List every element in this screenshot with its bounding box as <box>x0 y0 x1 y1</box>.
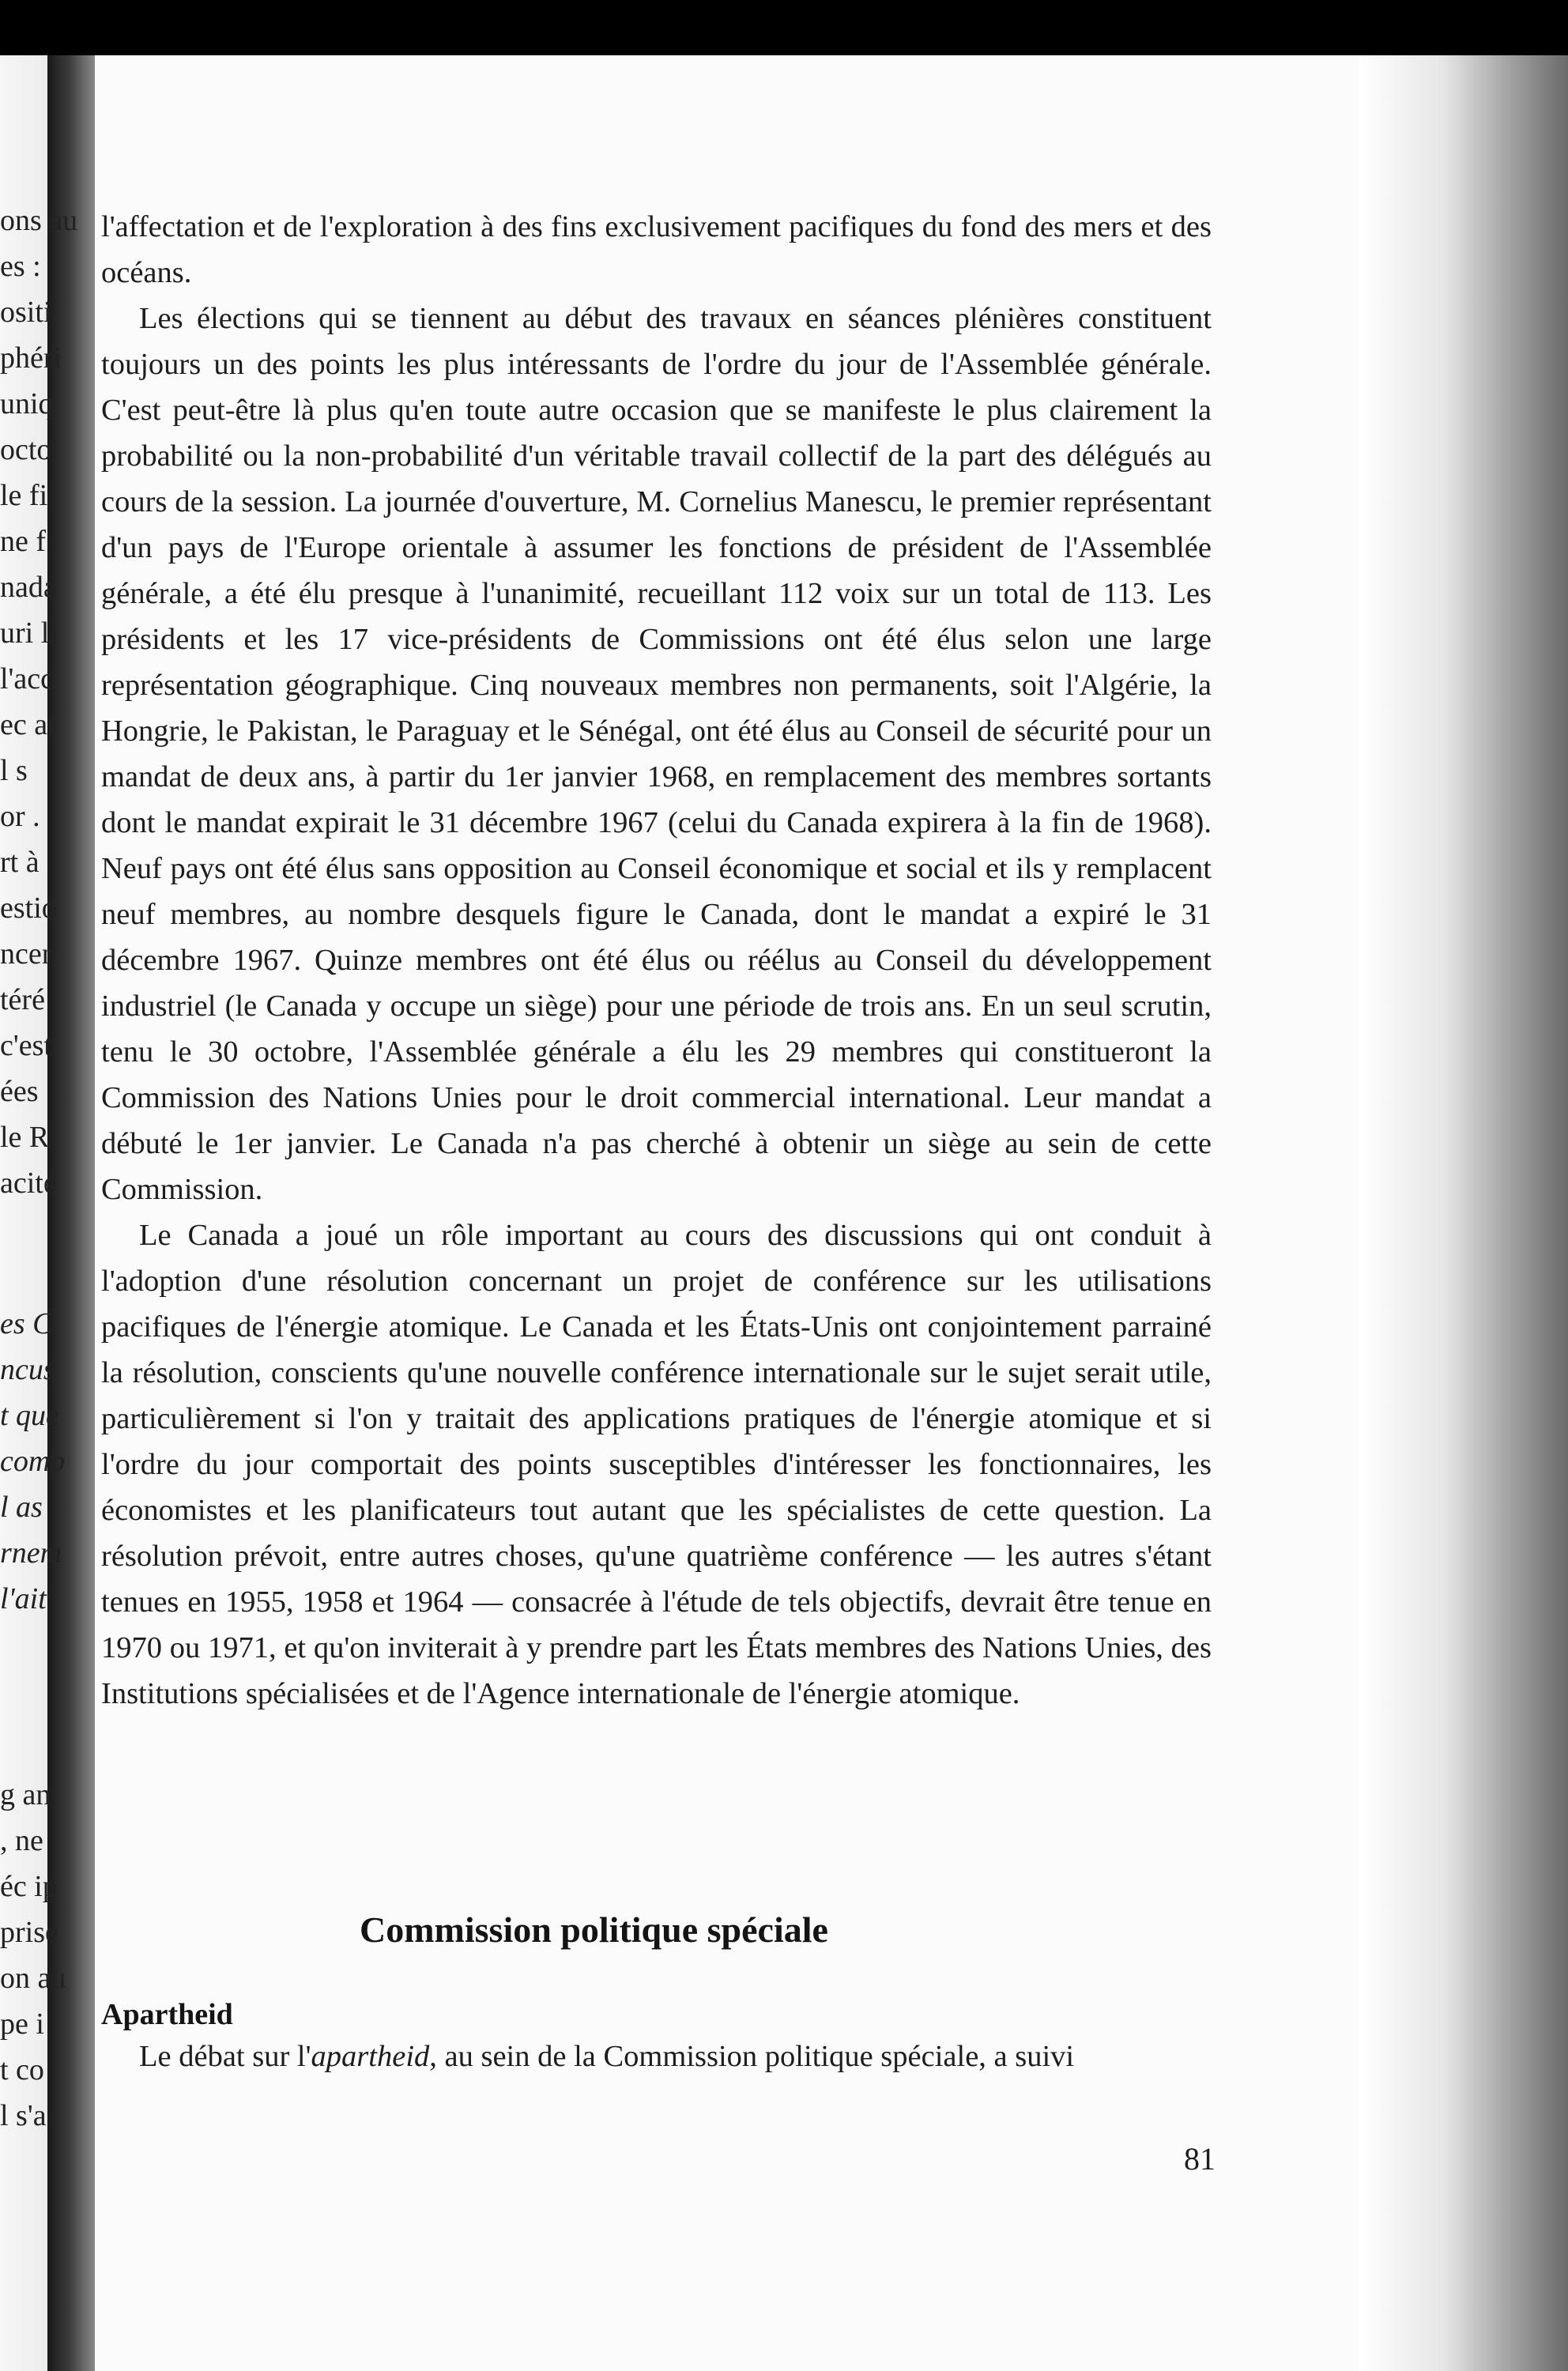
paragraph: Les élections qui se tiennent au début des travaux en séances plénières constituent toujours un des points les plus intéressants de l'ordre du jour de l'Assemblée générale. C'est peut-être là plus qu'en toute autre occasion que se manifeste le plus clairement la probabilité ou la non-probabilité d'un véritable travail collectif de la part des délégués au cours de la session. La journée d'ouverture, M. Cornelius Manescu, le premier représentant d'un pays de l'Europe orientale à assumer les fonctions de président de l'Assemblée générale, a été élu presque à l'unanimité, recueillant 112 voix sur un total de 113. Les présidents et les 17 vice-présidents de Commissions ont été élus selon une large représentation géographique. Cinq nouveaux membres non permanents, soit l'Algérie, la Hongrie, le Pakistan, le Paraguay et le Sénégal, ont été élus au Conseil de sécurité pour un mandat de deux ans, à partir du 1er janvier 1968, en remplacement des membres sortants dont le mandat expirait le 31 décembre 1967 (celui du Canada expirera à la fin de 1968). Neuf pays ont été élus sans opposition au Conseil économique et social et ils y remplacent neuf membres, au nombre desquels figure le Canada, dont le mandat a expiré le 31 décembre 1967. Quinze membres ont été élus ou réélus au Conseil du développement industriel (le Canada y occupe un siège) pour une période de trois ans. En un seul scrutin, tenu le 30 octobre, l'Assemblée générale a élu les 29 membres qui constitueront la Commission des Nations Unies pour le droit commercial international. Leur mandat a débuté le 1er janvier. Le Canada n'a pas cherché à obtenir un siège au sein de cette Commission. <box>101 302 1212 1206</box>
fragment-gap <box>0 1622 91 1772</box>
closing-line-suffix: , au sein de la Commission politique spéciale, a suivi <box>429 2040 1075 2073</box>
fragment: prise <box>0 1916 58 1949</box>
fragment: le R <box>0 1121 50 1154</box>
fragment: estio <box>0 891 57 925</box>
fragment: acité <box>0 1167 57 1200</box>
fragment: comp <box>0 1445 66 1478</box>
closing-line-prefix: Le débat sur l' <box>139 2040 311 2073</box>
fragment: l s <box>0 754 28 787</box>
closing-line-emphasis: apartheid <box>311 2040 430 2073</box>
fragment: téré <box>0 983 45 1016</box>
closing-line <box>139 2039 1212 2074</box>
facing-page-fragments <box>0 198 91 2132</box>
fragment: phéri <box>0 341 62 375</box>
section-heading: Commission politique spéciale <box>360 1909 828 1950</box>
body-text <box>101 204 1212 1717</box>
fragment: g an <box>0 1778 51 1811</box>
fragment: , ne <box>0 1824 43 1857</box>
fragment: ncen <box>0 937 57 971</box>
fragment: rnem <box>0 1536 62 1570</box>
page-right-shadow <box>1359 55 1568 2371</box>
fragment: ncus <box>0 1353 55 1386</box>
fragment: on au <box>0 1962 66 1995</box>
page-number: 81 <box>1184 2141 1216 2177</box>
fragment: uri li <box>0 616 58 650</box>
scan-top-border <box>0 0 1568 55</box>
subheading: Apartheid <box>101 1998 233 2031</box>
fragment: le fi <box>0 479 48 512</box>
fragment: es C <box>0 1307 53 1340</box>
fragment: c'est <box>0 1029 52 1062</box>
fragment: l as <box>0 1491 43 1524</box>
fragment: octo <box>0 433 52 466</box>
fragment: ées <box>0 1075 39 1108</box>
fragment: es : <box>0 250 41 283</box>
fragment: pe i <box>0 2007 44 2041</box>
fragment: l'acc <box>0 662 55 695</box>
fragment: ons au <box>0 204 78 237</box>
fragment: ne f <box>0 525 47 558</box>
fragment: t co <box>0 2053 44 2086</box>
fragment-gap <box>0 1206 91 1301</box>
fragment: t que <box>0 1399 59 1432</box>
paragraph: Le Canada a joué un rôle important au cours des discussions qui ont conduit à l'adoption d'une résolution concernant un projet de conférence sur les utilisations pacifiques de l'énergie atomique. Le Canada et les États-Unis ont conjointement parrainé la résolution, conscients qu'une nouvelle conférence internationale sur le sujet serait utile, particulièrement si l'on y traitait des applications pratiques de l'énergie atomique et si l'ordre du jour comportait des points susceptibles d'intéresser les fonctionnaires, les économistes et les planificateurs tout autant que les spécialistes de cette question. La résolution prévoit, entre autres choses, qu'une quatrième conférence — les autres s'étant tenues en 1955, 1958 et 1964 — consacrée à l'étude de tels objectifs, devrait être tenue en 1970 ou 1971, et qu'on inviterait à y prendre part les États membres des Nations Unies, des Institutions spécialisées et de l'Agence internationale de l'énergie atomique. <box>101 1219 1212 1710</box>
fragment: l s'a <box>0 2099 47 2132</box>
fragment: éc ip <box>0 1870 58 1903</box>
fragment: nada <box>0 571 57 604</box>
fragment: l'ait <box>0 1582 47 1615</box>
fragment: uniq <box>0 387 54 420</box>
fragment: ositi <box>0 296 52 329</box>
fragment: ec at <box>0 708 56 741</box>
fragment: or . <box>0 800 40 833</box>
fragment: rt à <box>0 846 40 879</box>
paragraph: l'affectation et de l'exploration à des fins exclusivement pacifiques du fond des mers et des océans. <box>101 210 1212 289</box>
